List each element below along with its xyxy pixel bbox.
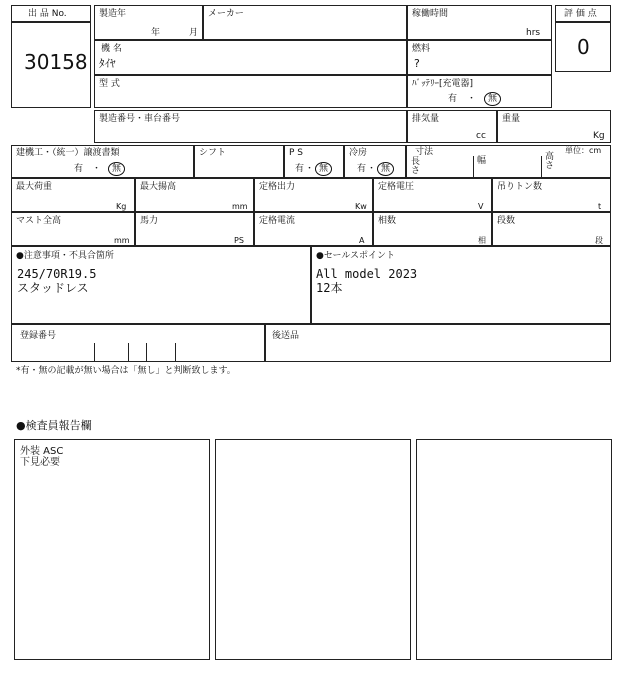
item-no-label-cell <box>11 5 91 22</box>
cooling-label: 冷房 <box>349 148 368 158</box>
model-label: 型 式 <box>99 79 120 89</box>
phase-unit: 相 <box>478 236 486 245</box>
battery-none-circled: 無 <box>484 92 501 106</box>
machine-name-cell <box>94 40 407 75</box>
cooling-dot: ・ <box>367 164 377 174</box>
hours-unit: hrs <box>526 28 541 38</box>
hoist-cell <box>492 178 611 212</box>
displacement-unit: cc <box>476 131 486 141</box>
score-label-cell <box>555 5 611 22</box>
cooling-none-circled: 無 <box>377 162 394 176</box>
max-lift-label: 最大揚高 <box>140 182 177 192</box>
fuel-cell <box>407 40 552 75</box>
max-load-label: 最大荷重 <box>16 182 53 192</box>
score-cell <box>555 22 611 72</box>
displacement-label: 排気量 <box>412 114 440 124</box>
steps-label: 段数 <box>497 216 516 226</box>
rated-voltage-unit: V <box>478 202 484 211</box>
max-lift-unit: mm <box>232 202 248 211</box>
width-label: 幅 <box>477 156 487 166</box>
reg-divider-4 <box>175 343 176 362</box>
shift-label: シフト <box>199 148 227 158</box>
size-cell <box>406 145 611 178</box>
serial-cell <box>94 110 407 143</box>
fuel-label: 燃料 <box>412 44 431 54</box>
ps-cell <box>284 145 344 178</box>
footnote: *有・無の記載が無い場合は「無し」と判断致します。 <box>16 366 236 376</box>
machine-name-label: 機 名 <box>101 44 122 54</box>
rated-output-unit: Kw <box>355 202 367 211</box>
battery-has: 有 <box>448 94 458 104</box>
weight-unit: Kg <box>593 131 605 141</box>
mast-cell <box>11 212 135 246</box>
battery-dot: ・ <box>467 94 477 104</box>
hours-label: 稼働時間 <box>412 9 449 19</box>
steps-cell <box>492 212 611 246</box>
height-label: 高 さ <box>545 152 555 171</box>
rated-voltage-label: 定格電圧 <box>378 182 415 192</box>
ps-has: 有 <box>295 164 305 174</box>
inspector-box-1 <box>14 439 210 660</box>
issues-cell <box>11 246 311 324</box>
size-divider-1 <box>473 156 474 177</box>
issues-label: ●注意事項・不具合箇所 <box>16 251 114 261</box>
mast-label: マスト全高 <box>16 216 62 226</box>
inspector-box-1-text: 外装 ASC 下見必要 <box>20 446 64 468</box>
year-unit: 年 <box>151 28 161 38</box>
sales-text: All model 2023 12本 <box>316 267 418 295</box>
registration-cell <box>11 324 265 362</box>
month-unit: 月 <box>189 28 199 38</box>
sales-cell <box>311 246 611 324</box>
after-ship-cell <box>265 324 611 362</box>
ps-none-circled: 無 <box>315 162 332 176</box>
item-no-cell <box>11 22 91 108</box>
year-cell <box>94 5 203 40</box>
max-load-unit: Kg <box>116 202 127 211</box>
horsepower-unit: PS <box>234 236 244 245</box>
transfer-none-circled: 無 <box>108 162 125 176</box>
item-no-label: 出 品 No. <box>28 9 67 19</box>
phase-label: 相数 <box>378 216 397 226</box>
length-label: 長 さ <box>411 157 421 176</box>
hoist-unit: t <box>598 202 602 211</box>
rated-output-cell <box>254 178 373 212</box>
inspector-box-2 <box>215 439 411 660</box>
issues-text: 245/70R19.5 スタッドレス <box>17 267 97 295</box>
rated-voltage-cell <box>373 178 492 212</box>
shift-cell <box>194 145 284 178</box>
reg-divider-2 <box>128 343 129 362</box>
machine-name: ﾀｲﾔ <box>99 57 116 70</box>
size-label: 寸法 <box>415 147 434 157</box>
horsepower-cell <box>135 212 254 246</box>
hours-cell <box>407 5 552 40</box>
max-load-cell <box>11 178 135 212</box>
maker-label: メーカー <box>208 9 244 19</box>
steps-unit: 段 <box>595 236 603 245</box>
sales-label: ●セールスポイント <box>316 251 396 261</box>
item-no: 30158 <box>24 50 88 74</box>
registration-label: 登録番号 <box>20 331 57 341</box>
serial-label: 製造番号・車台番号 <box>99 114 181 124</box>
reg-divider-3 <box>146 343 147 362</box>
displacement-cell <box>407 110 497 143</box>
score-value: 0 <box>577 35 590 59</box>
year-label: 製造年 <box>99 9 127 19</box>
maker-cell <box>203 5 407 40</box>
rated-current-unit: A <box>359 236 365 245</box>
rated-output-label: 定格出力 <box>259 182 296 192</box>
transfer-dot: ・ <box>92 164 102 174</box>
transfer-docs-cell <box>11 145 194 178</box>
mast-unit: mm <box>114 236 130 245</box>
cooling-cell <box>344 145 406 178</box>
ps-dot: ・ <box>305 164 315 174</box>
model-cell <box>94 75 407 108</box>
transfer-docs-label: 建機工・（統一）譲渡書類 <box>16 148 120 158</box>
reg-divider-1 <box>94 343 95 362</box>
ps-label: P S <box>289 148 304 158</box>
size-divider-2 <box>541 156 542 177</box>
horsepower-label: 馬力 <box>140 216 159 226</box>
max-lift-cell <box>135 178 254 212</box>
weight-cell <box>497 110 611 143</box>
rated-current-cell <box>254 212 373 246</box>
fuel-value: ? <box>414 57 420 70</box>
size-unit-note: 単位：cm <box>565 146 602 155</box>
battery-label: ﾊﾞｯﾃﾘｰ[充電器] <box>412 79 474 89</box>
transfer-has: 有 <box>74 164 84 174</box>
rated-current-label: 定格電流 <box>259 216 296 226</box>
hoist-label: 吊りトン数 <box>497 182 543 192</box>
after-ship-label: 後送品 <box>272 331 300 341</box>
cooling-has: 有 <box>357 164 367 174</box>
inspector-box-3 <box>416 439 612 660</box>
phase-cell <box>373 212 492 246</box>
battery-cell <box>407 75 552 108</box>
score-label: 評 価 点 <box>564 9 597 19</box>
inspector-title: ●検査員報告欄 <box>16 419 92 432</box>
weight-label: 重量 <box>502 114 521 124</box>
